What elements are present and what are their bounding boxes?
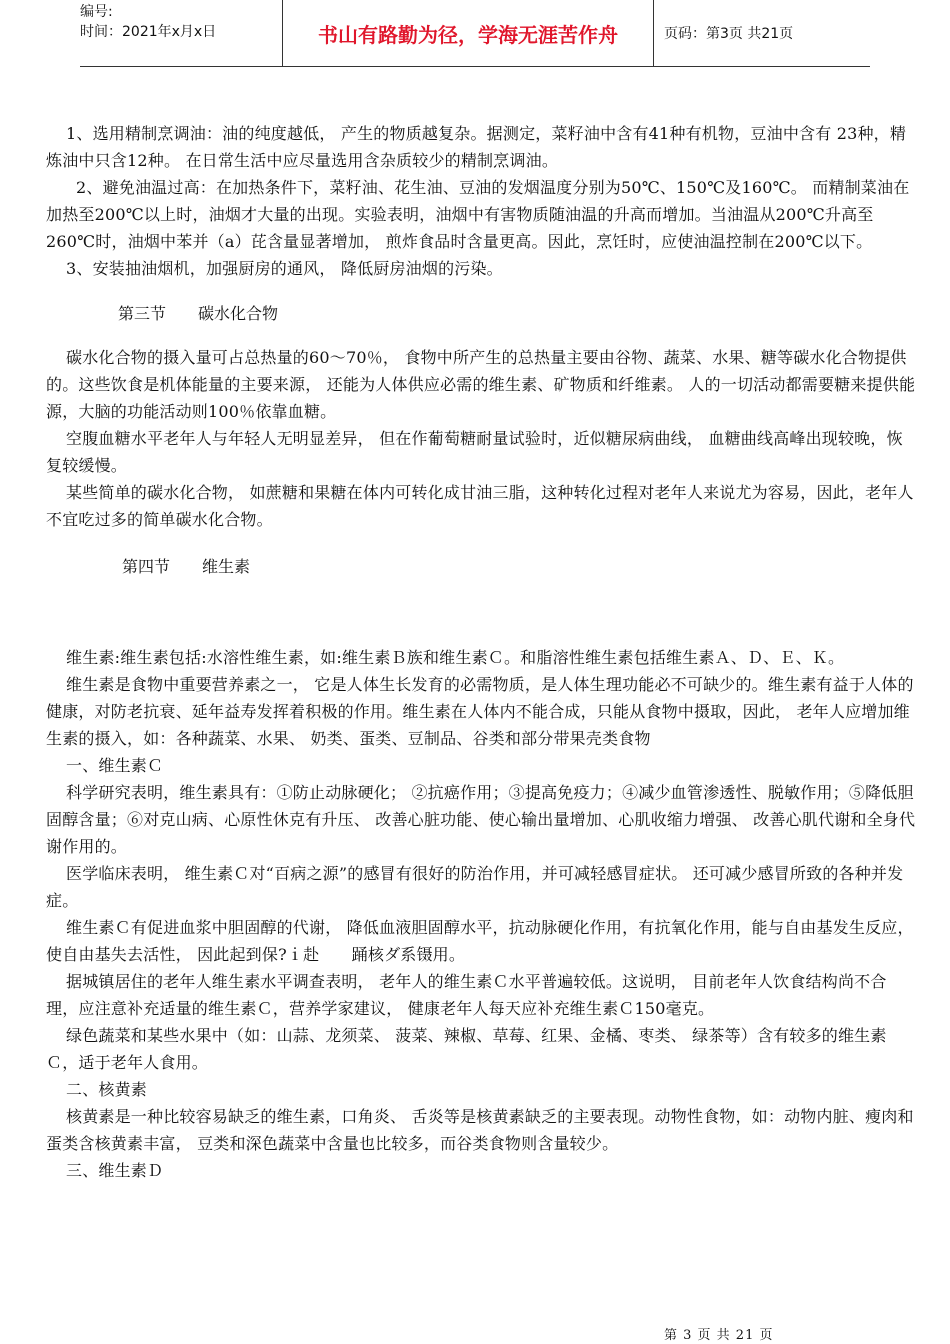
header-page-number: 页码：第3页 共21页 [664,26,794,42]
section-heading: 第四节 维生素 [122,557,251,576]
header-motto: 书山有路勤为径，学海无涯苦作舟 [282,0,654,66]
paragraph: 维生素:维生素包括:水溶性维生素，如:维生素Ｂ族和维生素Ｃ。和脂溶性维生素包括维生素Ａ、Ｄ、Ｅ、Ｋ。 [66,648,845,667]
paragraph: 绿色蔬菜和某些水果中（如：山蒜、龙须菜、 菠菜、辣椒、草莓、红果、金橘、枣类、 绿茶等）含有较多的维生素Ｃ，适于老年人食用。 [46,1026,887,1072]
section-heading: 第三节 碳水化合物 [118,304,279,323]
paragraph: 据城镇居住的老年人维生素水平调查表明， 老年人的维生素Ｃ水平普遍较低。这说明， 目前老年人饮食结构尚不合理，应注意补充适量的维生素Ｃ，营养学家建议， 健康老年人每天应补充维生素Ｃ150毫克。 [46,972,887,1018]
paragraph: 2、避免油温过高：在加热条件下，菜籽油、花生油、豆油的发烟温度分别为50℃、150℃及160℃。 而精制菜油在加热至200℃以上时，油烟才大量的出现。实验表明，油烟中有害物质随油温的升高而增加。当油温从200℃升高至260℃时，油烟中苯并（a）芘含量显著增加， 煎炸食品时含量更高。因此，烹饪时，应使油温控制在200℃以下。 [46,178,910,251]
paragraph: 医学临床表明， 维生素Ｃ对“百病之源”的感冒有很好的防治作用，并可减轻感冒症状。 还可减少感冒所致的各种并发症。 [46,864,904,910]
paragraph: 科学研究表明，维生素具有：①防止动脉硬化； ②抗癌作用；③提高免疫力；④减少血管渗透性、脱敏作用；⑤降低胆固醇含量；⑥对克山病、心原性休克有升压、 改善心脏功能、使心输出量增加、心肌收缩力增强、 改善心肌代谢和全身代谢作用的。 [46,783,916,856]
page-header [80,0,870,67]
code-label: 编号: [80,4,113,20]
header-meta [80,0,282,66]
paragraph: 维生素Ｃ有促进血浆中胆固醇的代谢， 降低血液胆固醇水平，抗动脉硬化作用，有抗氧化作用，能与自由基发生反应，使自由基失去活性， 因此起到保?ｉ赴 踊核ダ系镊用。 [46,918,914,964]
paragraph: 1、选用精制烹调油：油的纯度越低， 产生的物质越复杂。据测定，菜籽油中含有41种有机物，豆油中含有 23种，精炼油中只含12种。 在日常生活中应尽量选用含杂质较少的精制烹调油。 [46,124,907,170]
paragraph: 3、安装抽油烟机，加强厨房的通风， 降低厨房油烟的污染。 [66,259,503,278]
subheading: 二、核黄素 [66,1080,148,1099]
subheading: 一、维生素Ｃ [66,756,164,775]
time-label: 时间：2021年x月x日 [80,24,217,40]
paragraph: 空腹血糖水平老年人与年轻人无明显差异， 但在作葡萄糖耐量试验时，近似糖尿病曲线， 血糖曲线高峰出现较晚，恢复较缓慢。 [46,429,903,475]
paragraph: 维生素是食物中重要营养素之一， 它是人体生长发育的必需物质，是人体生理功能必不可缺少的。维生素有益于人体的健康，对防老抗衰、延年益寿发挥着积极的作用。维生素在人体内不能合成，只能从食物中摄取，因此， 老年人应增加维生素的摄入，如：各种蔬菜、水果、 奶类、蛋类、豆制品、谷类和部分带果壳类食物 [46,675,914,748]
paragraph: 核黄素是一种比较容易缺乏的维生素，口角炎、 舌炎等是核黄素缺乏的主要表现。动物性食物，如：动物内脏、瘦肉和蛋类含核黄素丰富， 豆类和深色蔬菜中含量也比较多，而谷类食物则含量较少。 [46,1107,914,1153]
document-body [46,120,918,1184]
paragraph: 某些简单的碳水化合物， 如蔗糖和果糖在体内可转化成甘油三脂，这种转化过程对老年人来说尤为容易，因此，老年人不宜吃过多的简单碳水化合物。 [46,483,914,529]
subheading: 三、维生素Ｄ [66,1161,164,1180]
paragraph: 碳水化合物的摄入量可占总热量的60～70％， 食物中所产生的总热量主要由谷物、蔬菜、水果、糖等碳水化合物提供的。这些饮食是机体能量的主要来源， 还能为人体供应必需的维生素、矿物质和纤维素。 人的一切活动都需要糖来提供能源，大脑的功能活动则100％依靠血糖。 [46,348,916,421]
page-footer: 第 3 页 共 21 页 [664,1328,774,1343]
